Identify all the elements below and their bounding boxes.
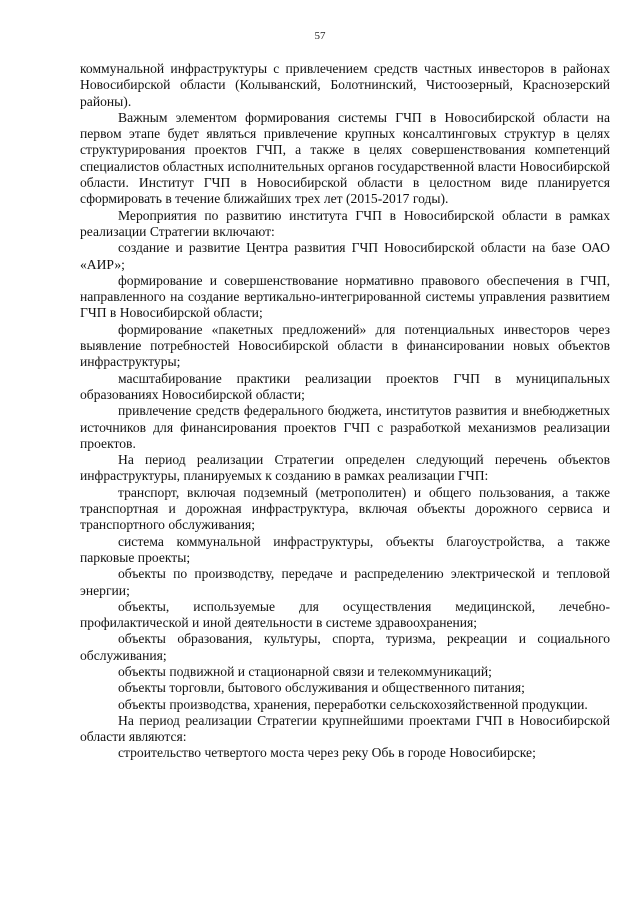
list-item: строительство четвертого моста через реку Обь в городе Новосибирске; [118, 745, 536, 761]
paragraph: коммунальной инфраструктуры с привлечением средств частных инвесторов в районах Новосибирской области (Колыванский, Болотнинский, Чистоозерный, Краснозерский районы). [80, 61, 610, 109]
list-item: привлечение средств федерального бюджета, институтов развития и внебюджетных источников для финансирования проектов ГЧП с разработкой механизмов реализации проектов. [80, 403, 610, 451]
list-item: объекты торговли, бытового обслуживания и общественного питания; [118, 680, 525, 696]
document-body [80, 61, 610, 762]
list-item: объекты, используемые для осуществления медицинской, лечебно-профилактической и иной деятельности в системе здравоохранения; [80, 598, 610, 631]
list-item: объекты по производству, передаче и распределению электрической и тепловой энергии; [80, 566, 610, 598]
paragraph: На период реализации Стратегии крупнейшими проектами ГЧП в Новосибирской области являются: [80, 712, 610, 745]
list-item: формирование и совершенствование нормативно правового обеспечения в ГЧП, направленного на создание вертикально-интегрированной системы управления развитием ГЧП в Новосибирской области; [80, 272, 610, 321]
list-item: транспорт, включая подземный (метрополитен) и общего пользования, а также транспортная и дорожная инфраструктура, включая объекты дорожного сервиса и транспортного обслуживания; [80, 484, 610, 533]
paragraph: Важным элементом формирования системы ГЧП в Новосибирской области на первом этапе будет являться привлечение крупных консалтинговых структур в целях структурирования проектов ГЧП, а также в целях совершенствования компетенций специалистов областных исполнительных органов государственной власти Новосибирской области. Институт ГЧП в Новосибирской области в целостном виде планируется сформировать в течение ближайших трех лет (2015-2017 годы). [80, 109, 610, 207]
list-item: объекты образования, культуры, спорта, туризма, рекреации и социального обслуживания; [80, 631, 610, 663]
list-item: масштабирование практики реализации проектов ГЧП в муниципальных образованиях Новосибирской области; [80, 370, 610, 402]
paragraph: На период реализации Стратегии определен следующий перечень объектов инфраструктуры, планируемых к созданию в рамках реализации ГЧП: [80, 452, 610, 484]
list-item: объекты подвижной и стационарной связи и телекоммуникаций; [118, 663, 492, 679]
list-item: формирование «пакетных предложений» для потенциальных инвесторов через выявление потребностей Новосибирской области в финансировании новых объектов инфраструктуры; [80, 321, 610, 370]
page-number: 57 [314, 30, 326, 42]
list-item: система коммунальной инфраструктуры, объекты благоустройства, а также парковые проекты; [80, 533, 610, 565]
list-item: создание и развитие Центра развития ГЧП Новосибирской области на базе ОАО «АИР»; [80, 240, 610, 272]
list-item: объекты производства, хранения, переработки сельскохозяйственной продукции. [118, 696, 588, 712]
paragraph: Мероприятия по развитию института ГЧП в Новосибирской области в рамках реализации Стратегии включают: [80, 207, 610, 239]
